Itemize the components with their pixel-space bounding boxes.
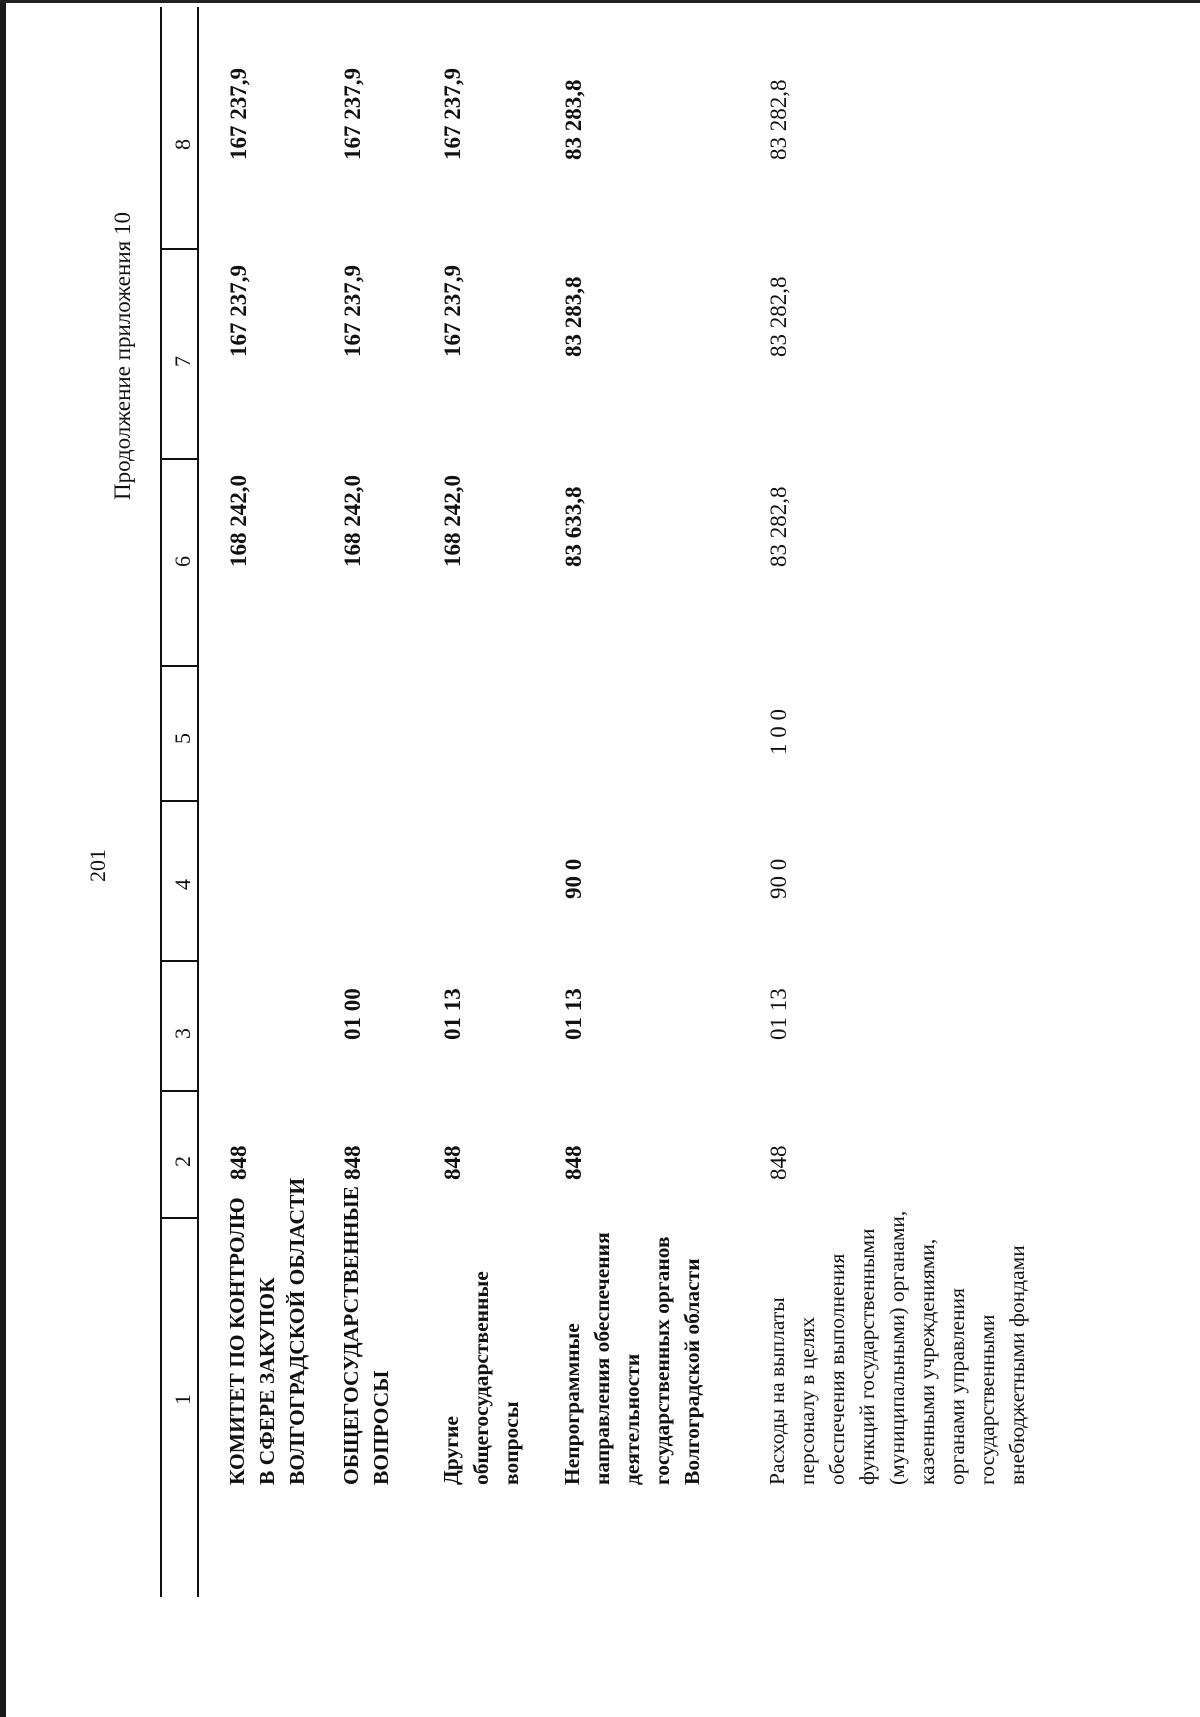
table-top-rule (160, 7, 162, 1597)
row-name-line: (муниципальными) органами, (885, 1210, 909, 1485)
page-number: 201 (85, 849, 110, 882)
cell-c2: 848 (440, 1145, 465, 1180)
cell-c8: 83 283,8 (561, 79, 586, 160)
cell-c7: 167 237,9 (226, 265, 251, 357)
cell-c3: 01 13 (561, 988, 586, 1040)
row-name-line: функций государственными (855, 1228, 879, 1485)
column-header-7: 7 (170, 356, 195, 367)
column-header-1: 1 (170, 1394, 195, 1405)
cell-c7: 83 282,8 (766, 276, 791, 357)
row-name-line: казенными учреждениями, (915, 1238, 939, 1485)
column-header-3: 3 (170, 1028, 195, 1039)
cell-c4: 90 0 (561, 858, 586, 899)
row-name-line: Волгоградской области (680, 1258, 704, 1485)
column-divider (160, 1091, 199, 1093)
cell-c8: 83 282,8 (766, 79, 791, 160)
column-divider (160, 459, 199, 461)
cell-c7: 167 237,9 (340, 265, 365, 357)
row-name-line: персоналу в целях (795, 1316, 819, 1485)
row-name-line: В СФЕРЕ ЗАКУПОК (255, 1277, 279, 1485)
cell-c8: 167 237,9 (440, 68, 465, 160)
row-name-line: ВОЛГОГРАДСКОЙ ОБЛАСТИ (285, 1177, 309, 1485)
cell-c7: 167 237,9 (440, 265, 465, 357)
column-divider (160, 961, 199, 963)
row-name (762, 1211, 1032, 1485)
row-name (336, 1186, 396, 1485)
column-header-5: 5 (170, 733, 195, 744)
row-name-line: органами управления (945, 1288, 969, 1485)
row-name-line: внебюджетными фондами (1005, 1245, 1029, 1485)
cell-c2: 848 (226, 1145, 251, 1180)
cell-c3: 01 13 (440, 988, 465, 1040)
row-name-line: обеспечения выполнения (825, 1253, 849, 1485)
cell-c8: 167 237,9 (340, 68, 365, 160)
column-header-8: 8 (170, 139, 195, 150)
row-name-line: деятельности (620, 1353, 644, 1485)
row-name-line: государственными (975, 1314, 999, 1485)
column-header-2: 2 (170, 1156, 195, 1167)
cell-c6: 83 633,8 (561, 486, 586, 567)
cell-c2: 848 (561, 1145, 586, 1180)
cell-c6: 168 242,0 (340, 475, 365, 567)
cell-c2: 848 (766, 1145, 791, 1180)
row-name (222, 1178, 312, 1485)
row-name-line: общегосударственные (469, 1271, 493, 1485)
cell-c3: 01 13 (766, 988, 791, 1040)
cell-c6: 83 282,8 (766, 486, 791, 567)
continuation-title: Продолжение приложения 10 (110, 212, 135, 500)
column-header-4: 4 (170, 879, 195, 890)
column-divider (160, 801, 199, 803)
row-name (557, 1232, 707, 1485)
column-header-6: 6 (170, 556, 195, 567)
row-name-line: Расходы на выплаты (765, 1297, 789, 1485)
cell-c7: 83 283,8 (561, 276, 586, 357)
cell-c6: 168 242,0 (440, 475, 465, 567)
cell-c4: 90 0 (766, 858, 791, 899)
row-name-line: ВОПРОСЫ (369, 1370, 393, 1485)
row-name-line: направления обеспечения (590, 1232, 614, 1485)
row-name-line: вопросы (499, 1401, 523, 1485)
cell-c2: 848 (340, 1145, 365, 1180)
row-name (436, 1271, 526, 1485)
cell-c5: 1 0 0 (766, 709, 791, 755)
cell-c6: 168 242,0 (226, 475, 251, 567)
column-divider (160, 1218, 199, 1220)
row-name-line: КОМИТЕТ ПО КОНТРОЛЮ (225, 1197, 249, 1485)
table-header-rule (197, 7, 199, 1597)
column-divider (160, 666, 199, 668)
cell-c8: 167 237,9 (226, 68, 251, 160)
cell-c3: 01 00 (340, 988, 365, 1040)
column-divider (160, 249, 199, 251)
row-name-line: ОБЩЕГОСУДАРСТВЕННЫЕ (339, 1185, 363, 1485)
row-name-line: Другие (439, 1416, 463, 1485)
row-name-line: государственных органов (650, 1236, 674, 1485)
row-name-line: Непрограммные (560, 1323, 584, 1485)
